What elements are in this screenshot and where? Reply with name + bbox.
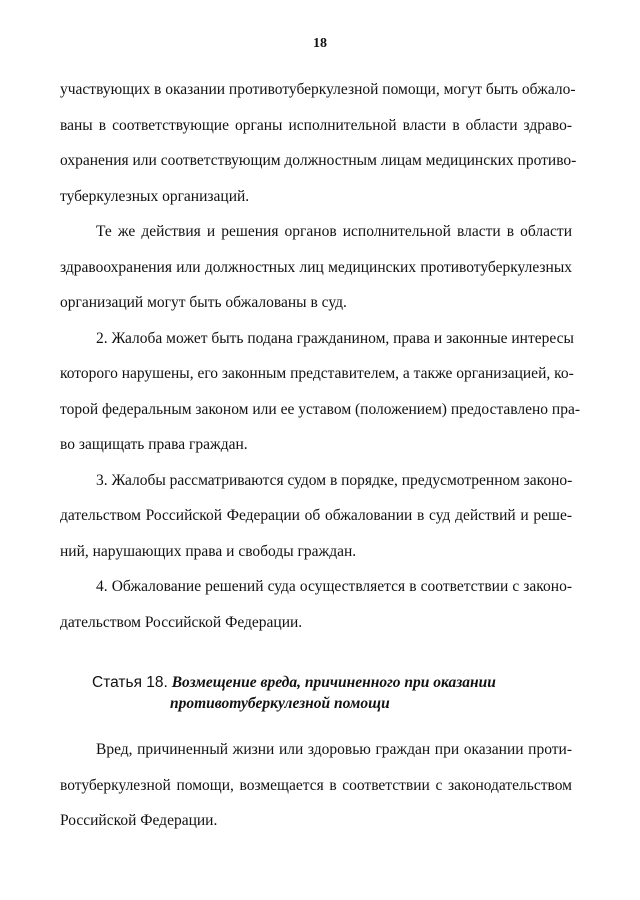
- text-line: вотуберкулезной помощи, возмещается в соответствии с законодательством: [60, 776, 572, 794]
- text-line: 4. Обжалование решений суда осуществляется в соответствии с законо-: [96, 578, 572, 595]
- text-line: торой федеральным законом или ее уставом (положением) предоставлено пра-: [60, 400, 581, 418]
- paragraph-courts: [60, 214, 572, 321]
- text-line: организаций могут быть обжалованы в суд.: [60, 294, 347, 311]
- paragraph-2: [60, 321, 581, 463]
- text-line: охранения или соответствующим должностным лицам медицинских противо-: [60, 152, 577, 169]
- article-label: Статья 18.: [92, 674, 168, 691]
- continuation-paragraph: [60, 72, 577, 214]
- text-line: туберкулезных организаций.: [60, 187, 250, 205]
- text-line: дательством Российской Федерации об обжаловании в суд действий и реше-: [60, 507, 572, 524]
- article-title-line1: Возмещение вреда, причиненного при оказании: [171, 674, 496, 691]
- paragraph-4: [60, 569, 572, 640]
- text-line: Те же действия и решения органов исполнительной власти в области: [96, 223, 572, 240]
- article-body: [60, 732, 572, 839]
- text-line: во защищать права граждан.: [60, 436, 248, 453]
- article-heading: [92, 672, 562, 714]
- article-title-line2: противотуберкулезной помощи: [170, 695, 390, 712]
- text-line: которого нарушены, его законным представителем, а также организацией, ко-: [60, 365, 574, 382]
- main-text: [60, 72, 581, 640]
- text-line: участвующих в оказании противотуберкулезной помощи, могут быть обжало-: [60, 81, 576, 98]
- text-line: 3. Жалобы рассматриваются судом в порядке, предусмотренном законо-: [96, 471, 573, 489]
- text-line: ний, нарушающих права и свободы граждан.: [60, 542, 357, 560]
- text-line: здравоохранения или должностных лиц медицинских противотуберкулезных: [60, 258, 572, 276]
- text-line: дательством Российской Федерации.: [60, 613, 303, 631]
- text-line: 2. Жалоба может быть подана гражданином, права и законные интересы: [96, 329, 574, 347]
- page-number: 18: [313, 36, 327, 51]
- text-line: Российской Федерации.: [60, 812, 218, 829]
- text-line: ваны в соответствующие органы исполнительной власти в области здраво-: [60, 116, 572, 134]
- paragraph-3: [60, 463, 572, 570]
- text-line: Вред, причиненный жизни или здоровью граждан при оказании проти-: [96, 741, 572, 758]
